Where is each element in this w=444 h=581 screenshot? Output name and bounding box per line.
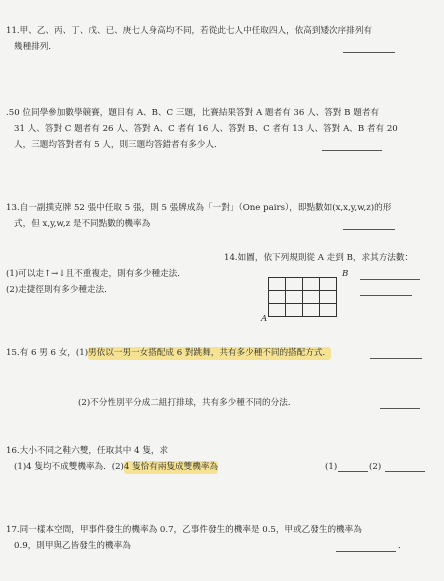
q16-part1: (1)4 隻均不成雙機率為．(2) xyxy=(14,462,124,472)
q16-line2 xyxy=(14,462,218,473)
q17-line1: 17.同一樣本空間，甲事件發生的機率為 0.7，乙事件發生的機率是 0.5，甲或乙發生的機率為 xyxy=(6,525,362,535)
q12-line2: 31 人、答對 C 題者有 26 人、答對 A、C 者有 16 人、答對 B、C 者有 13 人、答對 A、B 者有 20 xyxy=(14,124,398,134)
q17-answer-blank[interactable] xyxy=(336,551,396,552)
q13-line2: 式，但 x,y,w,z 是不同點數的機率為 xyxy=(14,219,151,229)
q16-highlighted-text: 4 隻恰有兩隻成雙機率為 xyxy=(123,462,219,472)
q16-ans2-label: (2) xyxy=(369,462,382,472)
q13-line1: 13.自一副撲克牌 52 張中任取 5 張，則 5 張牌成為「一對」（One pairs），即點數如(x,x,y,w,z)的形 xyxy=(6,203,392,213)
q12-line1: .50 位同學參加數學競賽，題目有 A、B、C 三題，比賽結果答對 A 題者有 36 人、答對 B 題者有 xyxy=(6,108,379,118)
q14-intro: 14.如圖，依下列規則從 A 走到 B，求其方法數： xyxy=(224,253,414,263)
q15-answer-blank-2[interactable] xyxy=(380,408,420,409)
q11-line1: 11.甲、乙、丙、丁、戊、已、庚七人身高均不同，若從此七人中任取四人，依高到矮次序排列有 xyxy=(6,26,373,36)
q17-line2: 0.9，則甲與乙皆發生的機率為 xyxy=(14,541,131,551)
q17-end: ． xyxy=(398,541,407,551)
q14-grid-figure xyxy=(268,277,340,323)
q16-line1: 16.大小不同之鞋六雙，任取其中 4 隻，求 xyxy=(6,446,169,456)
q12-line3: 人，三題均答對者有 5 人，則三題均答錯者有多少人． xyxy=(14,140,223,150)
q11-answer-blank[interactable] xyxy=(343,52,395,53)
q15-answer-blank-1[interactable] xyxy=(370,358,422,359)
q12-answer-blank[interactable] xyxy=(322,150,382,151)
q15-line1 xyxy=(6,348,331,359)
q15-part2: (2)不分性別平分成二組打排球，共有多少種不同的分法． xyxy=(78,398,297,408)
q14-part2: (2)走捷徑則有多少種走法． xyxy=(6,285,113,295)
q13-answer-blank[interactable] xyxy=(343,229,395,230)
grid-diagram xyxy=(268,277,340,319)
q16-ans1-label: (1) xyxy=(325,462,338,472)
q14-label-b: B xyxy=(342,269,349,279)
q16-answer-blank-1[interactable] xyxy=(338,471,368,472)
q14-answer-blank-1[interactable] xyxy=(360,279,420,280)
q14-label-a: A xyxy=(261,314,268,324)
q14-part1: (1)可以走↑→↓且不重複走，則有多少種走法． xyxy=(6,269,186,279)
q14-answer-blank-2[interactable] xyxy=(360,295,412,296)
q11-line2: 幾種排列． xyxy=(14,42,57,52)
q16-answer-blank-2[interactable] xyxy=(385,471,425,472)
q15-prefix: 15.有 6 男 6 女，(1) xyxy=(6,348,89,358)
q15-highlighted-text: 男依以一男一女搭配成 6 對跳舞，共有多少種不同的搭配方式． xyxy=(88,348,332,358)
